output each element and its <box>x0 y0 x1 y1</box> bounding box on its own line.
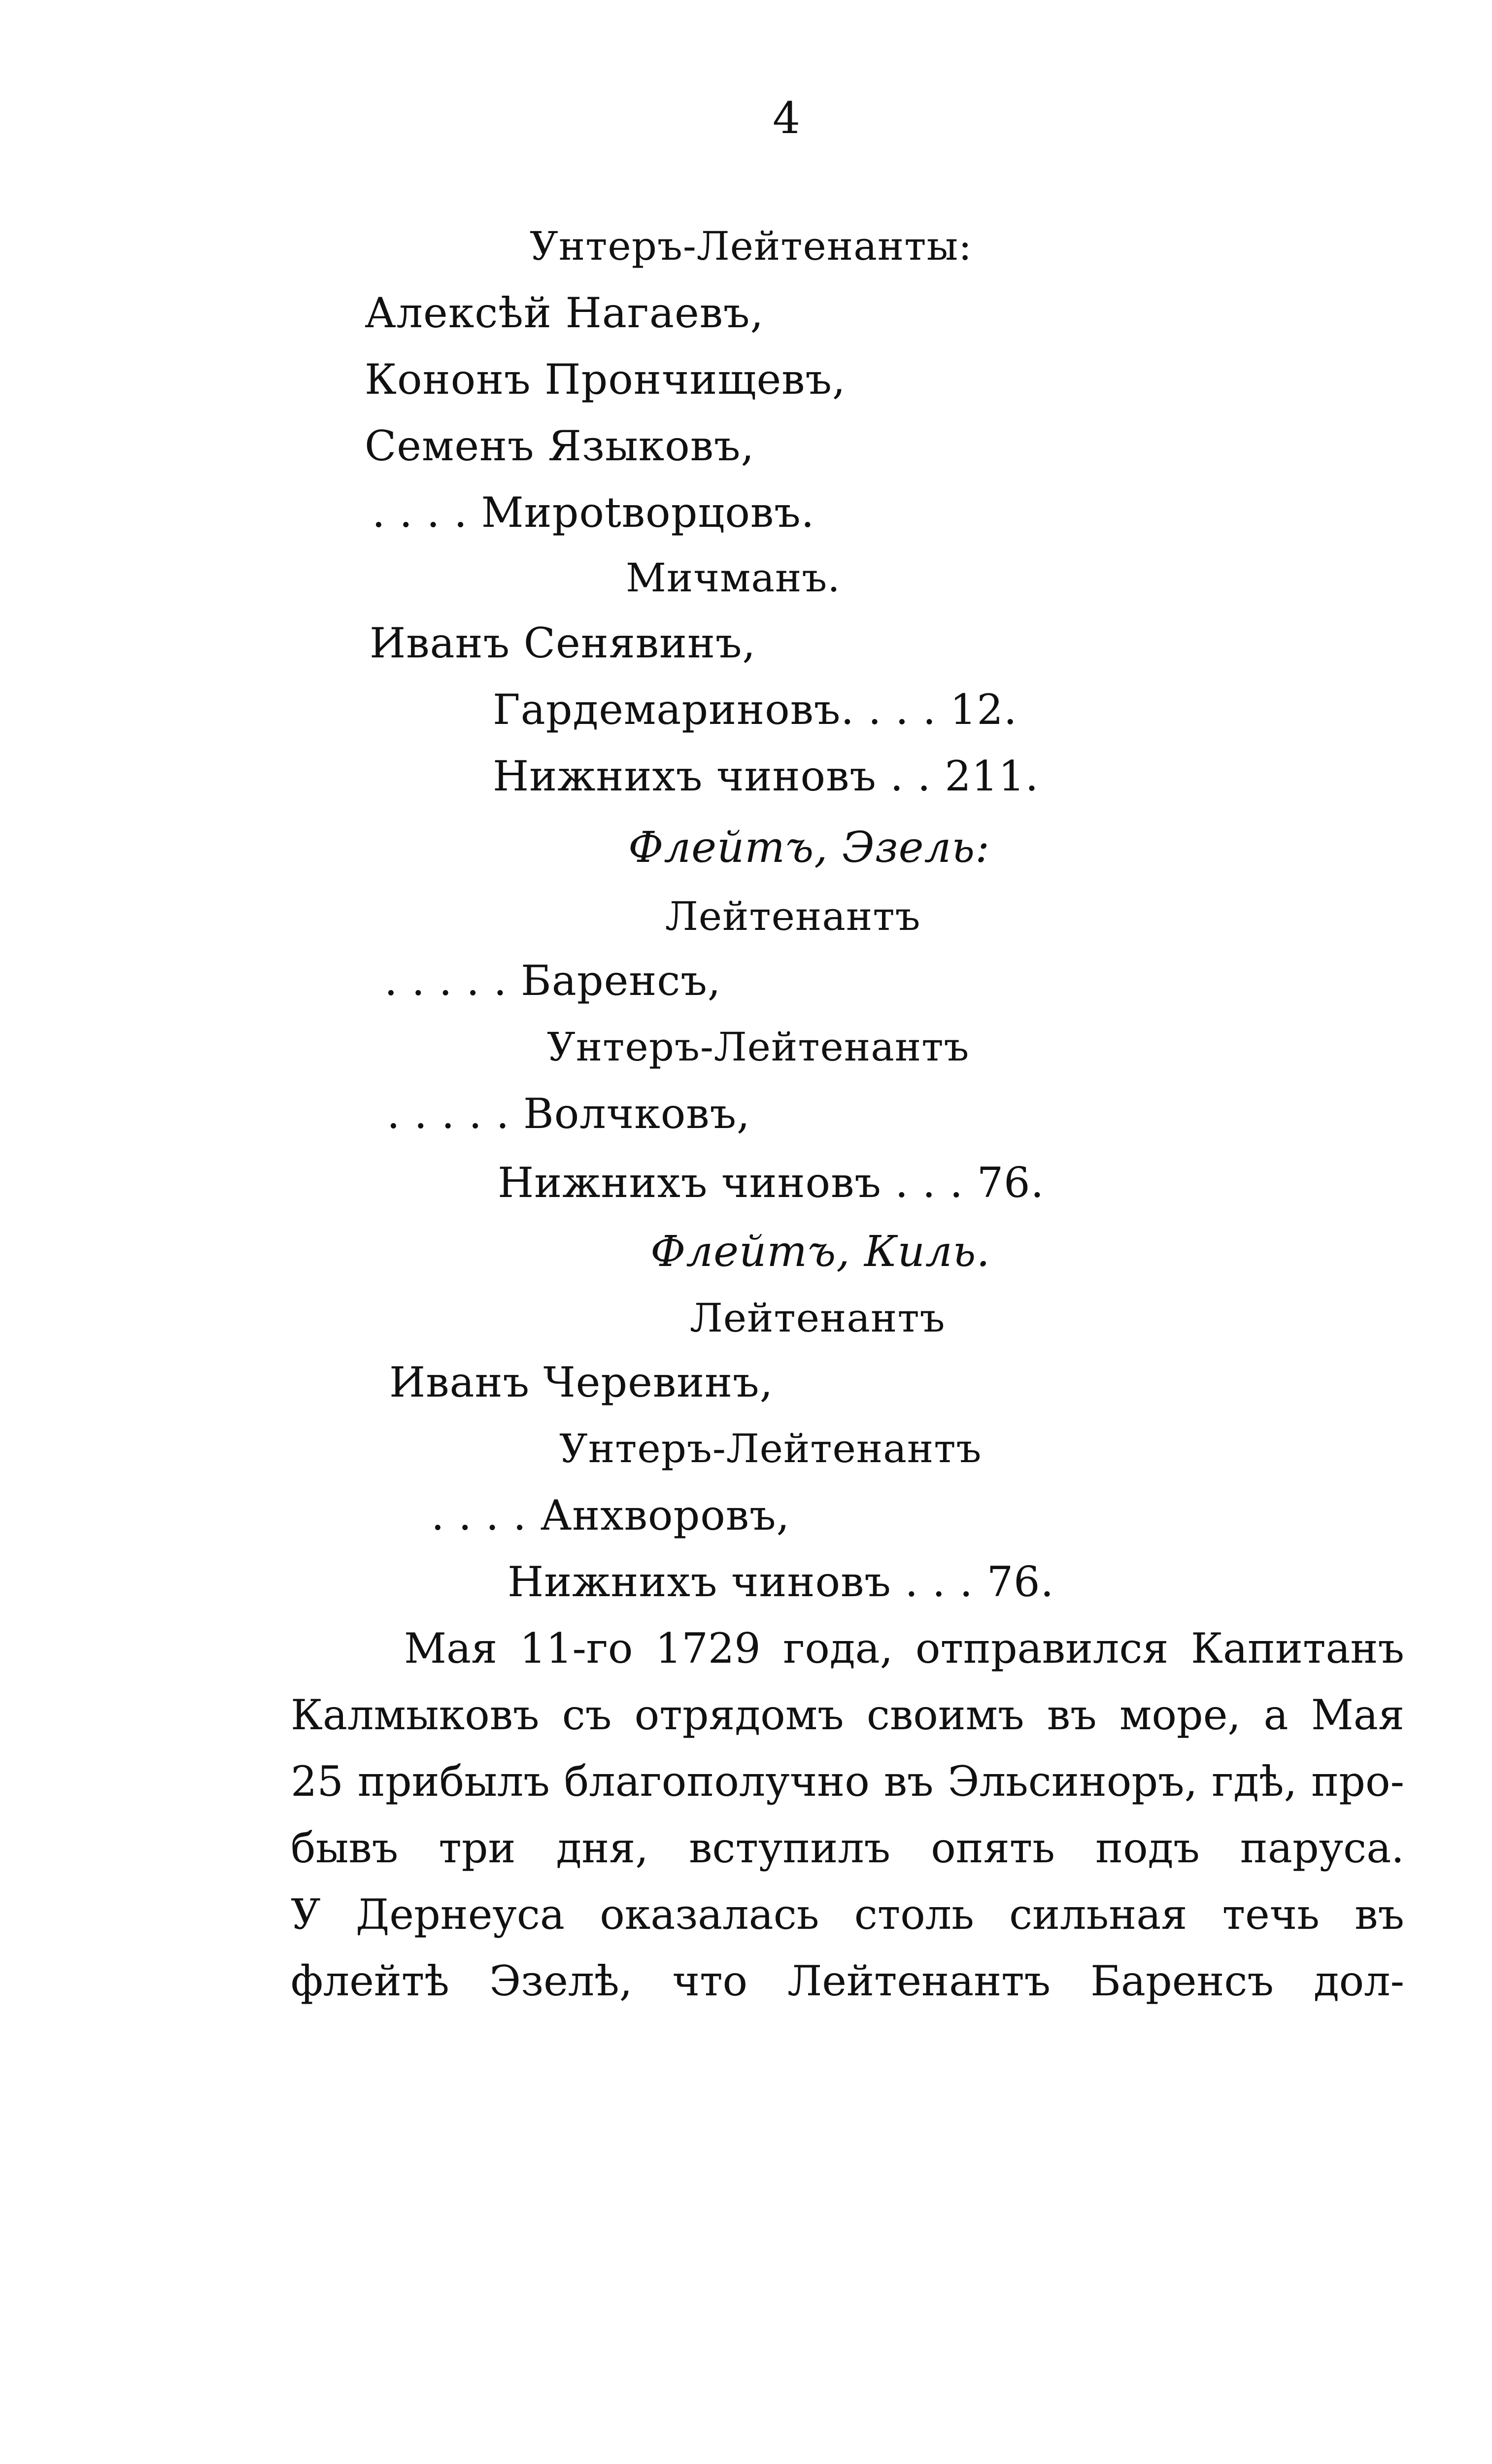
rank-heading-lieutenant: Лейтенантъ <box>690 1295 946 1341</box>
officer-name: . . . . Анхворовъ, <box>431 1491 790 1540</box>
paragraph-line: 25 прибылъ благополучно въ Эльсиноръ, гдѣ, про- <box>291 1757 1404 1806</box>
paragraph-line: флейтѣ Эзелѣ, что Лейтенантъ Баренсъ дол- <box>291 1957 1404 2005</box>
crew-count-line: Нижнихъ чиновъ . . 211. <box>493 752 1039 800</box>
officer-name: . . . . . Волчковъ, <box>387 1090 750 1138</box>
crew-count-line: Нижнихъ чиновъ . . . 76. <box>508 1558 1054 1606</box>
ship-heading-kil: Флейтъ, Киль. <box>650 1227 990 1276</box>
paragraph-line: Мая 11-го 1729 года, отправился Капитанъ <box>404 1624 1404 1673</box>
officer-name: Алексѣй Нагаевъ, <box>365 289 764 337</box>
rank-heading-lieutenant: Лейтенантъ <box>665 893 921 939</box>
page-number: 4 <box>773 93 800 143</box>
officer-name: . . . . . Баренсъ, <box>384 957 721 1005</box>
rank-heading-midshipman: Мичманъ. <box>626 555 841 601</box>
officer-name: . . . . Мироtворцовъ. <box>372 488 815 537</box>
crew-count-line: Гардемариновъ. . . . 12. <box>493 685 1017 734</box>
rank-heading-sub-lieutenant: Унтеръ-Лейтенантъ <box>559 1426 982 1472</box>
paragraph-line: Калмыковъ съ отрядомъ своимъ въ море, а Мая <box>291 1691 1404 1739</box>
officer-name: Иванъ Сенявинъ, <box>370 619 756 667</box>
ship-heading-ezel: Флейтъ, Эзель: <box>628 823 990 872</box>
paragraph-line: бывъ три дня, вступилъ опять подъ паруса. <box>291 1824 1404 1872</box>
rank-heading-sub-lieutenants: Унтеръ-Лейтенанты: <box>530 223 973 269</box>
paragraph-line: У Дернеуса оказалась столь сильная течь въ <box>291 1890 1404 1939</box>
rank-heading-sub-lieutenant: Унтеръ-Лейтенантъ <box>547 1024 970 1070</box>
crew-count-line: Нижнихъ чиновъ . . . 76. <box>498 1159 1045 1207</box>
officer-name: Семенъ Языковъ, <box>365 422 755 470</box>
officer-name: Иванъ Черевинъ, <box>389 1358 774 1406</box>
officer-name: Кононъ Прончищевъ, <box>365 355 846 404</box>
